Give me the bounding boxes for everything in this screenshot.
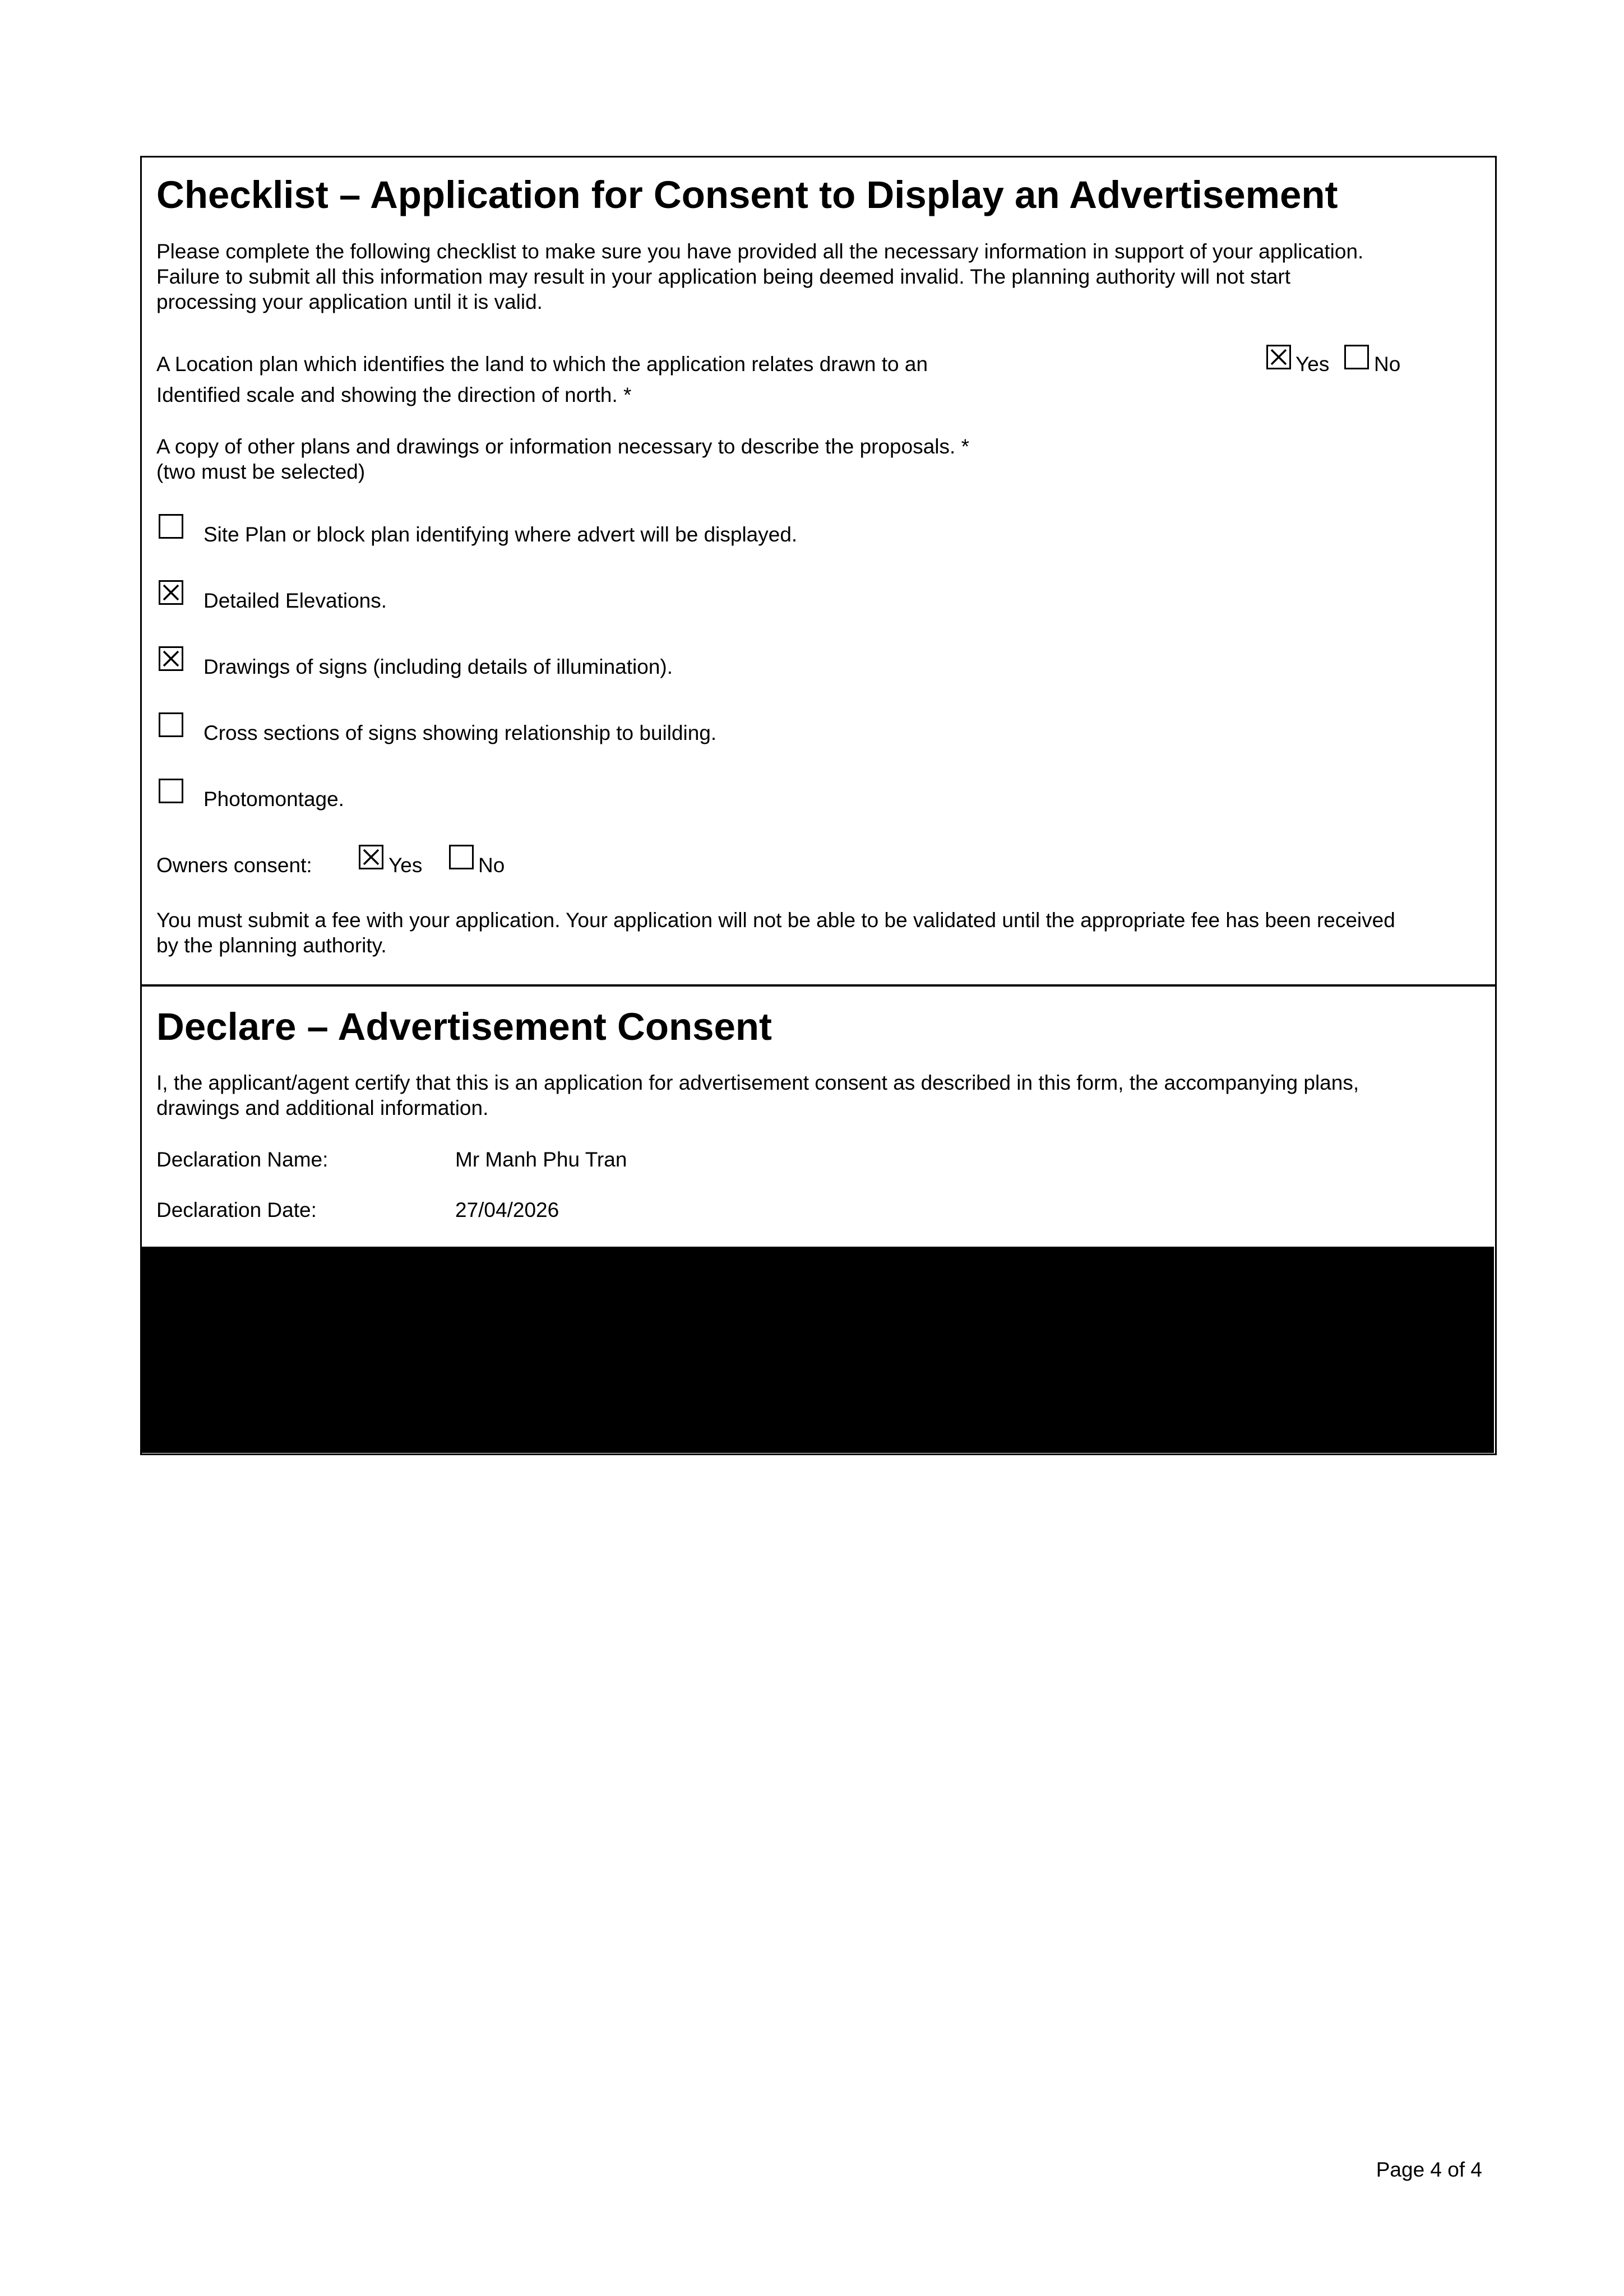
photomontage-label: Photomontage.: [203, 788, 344, 811]
declare-text-line-1: I, the applicant/agent certify that this is an application for advertisement consent as described in this form, the accompanying plans,: [156, 1071, 1359, 1094]
drawings-of-signs-label: Drawings of signs (including details of illumination).: [203, 655, 673, 678]
check-x-icon: [1270, 348, 1288, 366]
location-plan-yes-checkbox[interactable]: [1266, 345, 1291, 369]
location-plan-line-2: Identified scale and showing the direction of north. *: [156, 383, 632, 406]
owners-consent-yes-label: Yes: [388, 854, 423, 877]
intro-line-3: processing your application until it is valid.: [156, 290, 543, 313]
location-plan-yes-label: Yes: [1296, 353, 1330, 376]
owners-consent-yes-checkbox[interactable]: [359, 845, 383, 869]
declare-title: Declare – Advertisement Consent: [156, 1005, 772, 1048]
declare-text-line-2: drawings and additional information.: [156, 1096, 489, 1119]
section-divider: [142, 984, 1495, 987]
cross-sections-label: Cross sections of signs showing relationship to building.: [203, 721, 717, 744]
cross-sections-checkbox[interactable]: [159, 712, 183, 737]
owners-consent-no-checkbox[interactable]: [449, 845, 474, 869]
owners-consent-no-label: No: [478, 854, 505, 877]
other-plans-line-2: (two must be selected): [156, 460, 365, 483]
page-number: Page 4 of 4: [1376, 2158, 1482, 2181]
redacted-block: [142, 1247, 1494, 1453]
location-plan-no-checkbox[interactable]: [1344, 345, 1369, 369]
other-plans-line-1: A copy of other plans and drawings or information necessary to describe the proposals. *: [156, 435, 969, 458]
location-plan-no-label: No: [1374, 353, 1401, 376]
fee-note-line-2: by the planning authority.: [156, 934, 387, 957]
check-x-icon: [362, 848, 380, 866]
declaration-name-label: Declaration Name:: [156, 1148, 328, 1171]
site-plan-checkbox[interactable]: [159, 514, 183, 539]
declaration-name-value: Mr Manh Phu Tran: [455, 1148, 627, 1171]
photomontage-checkbox[interactable]: [159, 779, 183, 803]
fee-note-line-1: You must submit a fee with your application. Your application will not be able to be validated until the appropriate fee has been received: [156, 909, 1395, 932]
check-x-icon: [162, 650, 180, 668]
drawings-of-signs-checkbox[interactable]: [159, 646, 183, 671]
location-plan-line-1: A Location plan which identifies the land to which the application relates drawn to an: [156, 353, 928, 376]
intro-line-2: Failure to submit all this information may result in your application being deemed invalid. The planning authority will not start: [156, 265, 1291, 288]
declaration-date-value: 27/04/2026: [455, 1198, 559, 1221]
checklist-title: Checklist – Application for Consent to Display an Advertisement: [156, 173, 1338, 216]
declaration-date-label: Declaration Date:: [156, 1198, 317, 1221]
site-plan-label: Site Plan or block plan identifying where advert will be displayed.: [203, 523, 798, 546]
detailed-elevations-label: Detailed Elevations.: [203, 589, 387, 612]
check-x-icon: [162, 584, 180, 601]
form-frame: [140, 156, 1497, 1455]
owners-consent-label: Owners consent:: [156, 854, 312, 877]
intro-line-1: Please complete the following checklist to make sure you have provided all the necessary information in support of your application.: [156, 240, 1364, 263]
detailed-elevations-checkbox[interactable]: [159, 580, 183, 605]
